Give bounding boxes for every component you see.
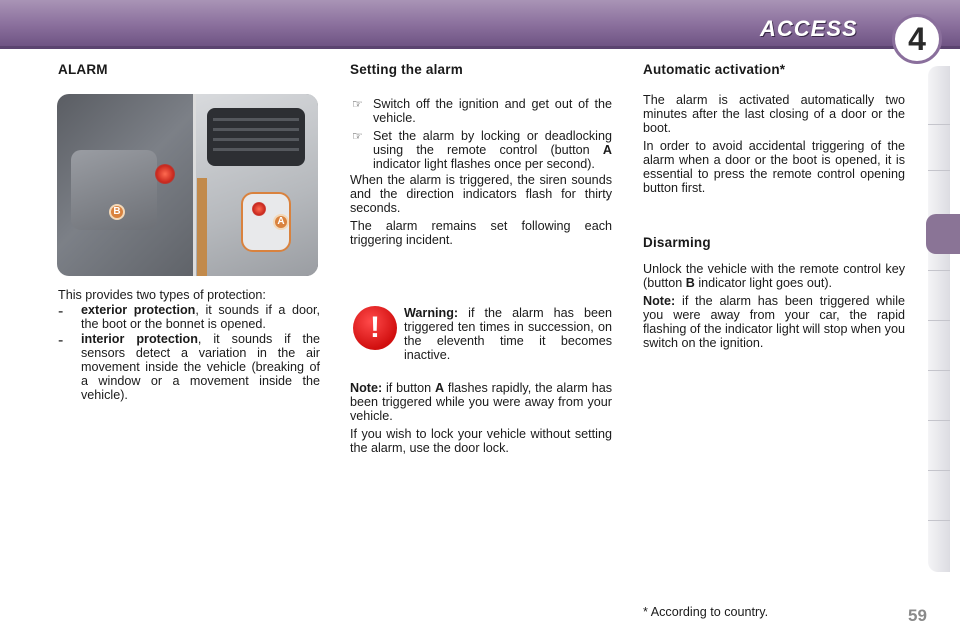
tab-divider	[928, 170, 950, 171]
warning-text: if the alarm has been triggered ten times in succession, on the eleventh time it becomes inactive.	[404, 306, 612, 362]
step-text: Set the alarm by locking or deadlocking using the remote control (button	[373, 129, 612, 157]
list-marker: -	[58, 303, 64, 320]
chapter-tab-strip	[928, 66, 950, 572]
tab-divider	[928, 470, 950, 471]
air-vent	[207, 108, 305, 166]
warning-icon: !	[353, 306, 397, 350]
list-marker: -	[58, 332, 64, 349]
term-interior: interior protection	[81, 332, 198, 346]
door-lock-paragraph: If you wish to lock your vehicle without setting the alarm, use the door lock.	[350, 427, 612, 455]
remains-set-paragraph: The alarm remains set following each triggering incident.	[350, 219, 612, 247]
page-number: 59	[908, 606, 927, 625]
chapter-title: ACCESS	[760, 16, 858, 41]
button-ref-a: A	[602, 143, 612, 157]
list-item	[58, 303, 320, 331]
protection-intro: This provides two types of protection:	[58, 288, 266, 302]
step-text: indicator light flashes once per second).	[373, 157, 595, 171]
term-exterior: exterior protection	[81, 303, 196, 317]
list-item	[58, 332, 320, 402]
alarm-photo	[57, 94, 318, 276]
button-ref-b: B	[685, 276, 695, 290]
tab-divider	[928, 124, 950, 125]
section-title-automatic: Automatic activation*	[643, 62, 786, 77]
list-text: , it sounds if a door, the boot or the bonnet is opened.	[81, 303, 321, 331]
tab-divider	[928, 270, 950, 271]
chapter-badge	[892, 14, 942, 64]
tab-divider	[928, 320, 950, 321]
tab-divider	[928, 420, 950, 421]
section-title-alarm: ALARM	[58, 62, 108, 77]
callout-b: B	[109, 204, 125, 220]
pointing-hand-icon: ☞	[352, 129, 363, 143]
pointing-hand-icon: ☞	[352, 97, 363, 111]
list-text: , it sounds if the sensors detect a variation in the air movement inside the vehicle (breaking of a window or a movement inside the vehicle).	[81, 332, 320, 402]
note-box	[350, 381, 612, 455]
chapter-tab-active	[926, 214, 960, 254]
column-automatic-activation	[643, 62, 905, 350]
column-setting-alarm	[350, 62, 612, 247]
siren-paragraph: When the alarm is triggered, the siren sounds and the direction indicators flash for thirty seconds.	[350, 173, 612, 215]
warning-label: Warning:	[404, 306, 459, 320]
note-text: if button	[382, 381, 435, 395]
step-text: Switch off the ignition and get out of the vehicle.	[373, 97, 612, 125]
section-title-setting: Setting the alarm	[350, 62, 463, 77]
note-text: flashes rapidly, the alarm has been triggered while you were away from your vehicle.	[350, 381, 612, 423]
avoid-trigger-paragraph: In order to avoid accidental triggering of the alarm when a door or the boot is opened, it is essential to press the remote control opening button first.	[643, 139, 905, 195]
tab-divider	[928, 370, 950, 371]
indicator-light-a	[252, 202, 266, 216]
protection-text	[58, 288, 320, 402]
list-item	[350, 97, 612, 125]
note-text: if the alarm has been triggered while you were away from your car, the rapid flashing of the indicator light will stop when you switch on the ignition.	[643, 294, 905, 350]
indicator-light-b	[155, 164, 175, 184]
disarm-text: Unlock the vehicle with the remote control key (button	[643, 262, 905, 290]
button-ref-a: A	[434, 381, 445, 395]
note-label: Note:	[350, 381, 383, 395]
callout-a: A	[273, 214, 289, 230]
footnote: * According to country.	[643, 605, 769, 619]
list-item	[350, 129, 612, 171]
section-title-disarming: Disarming	[643, 235, 711, 250]
note-label: Note:	[643, 294, 676, 308]
tab-divider	[928, 520, 950, 521]
column-alarm	[58, 62, 320, 77]
trim-strip	[197, 178, 207, 276]
activation-paragraph: The alarm is activated automatically two minutes after the last closing of a door or the boot.	[643, 93, 905, 135]
chapter-number: 4	[908, 21, 926, 57]
disarm-text: indicator light goes out).	[694, 276, 833, 290]
header-divider	[0, 46, 960, 49]
warning-box	[404, 306, 612, 362]
